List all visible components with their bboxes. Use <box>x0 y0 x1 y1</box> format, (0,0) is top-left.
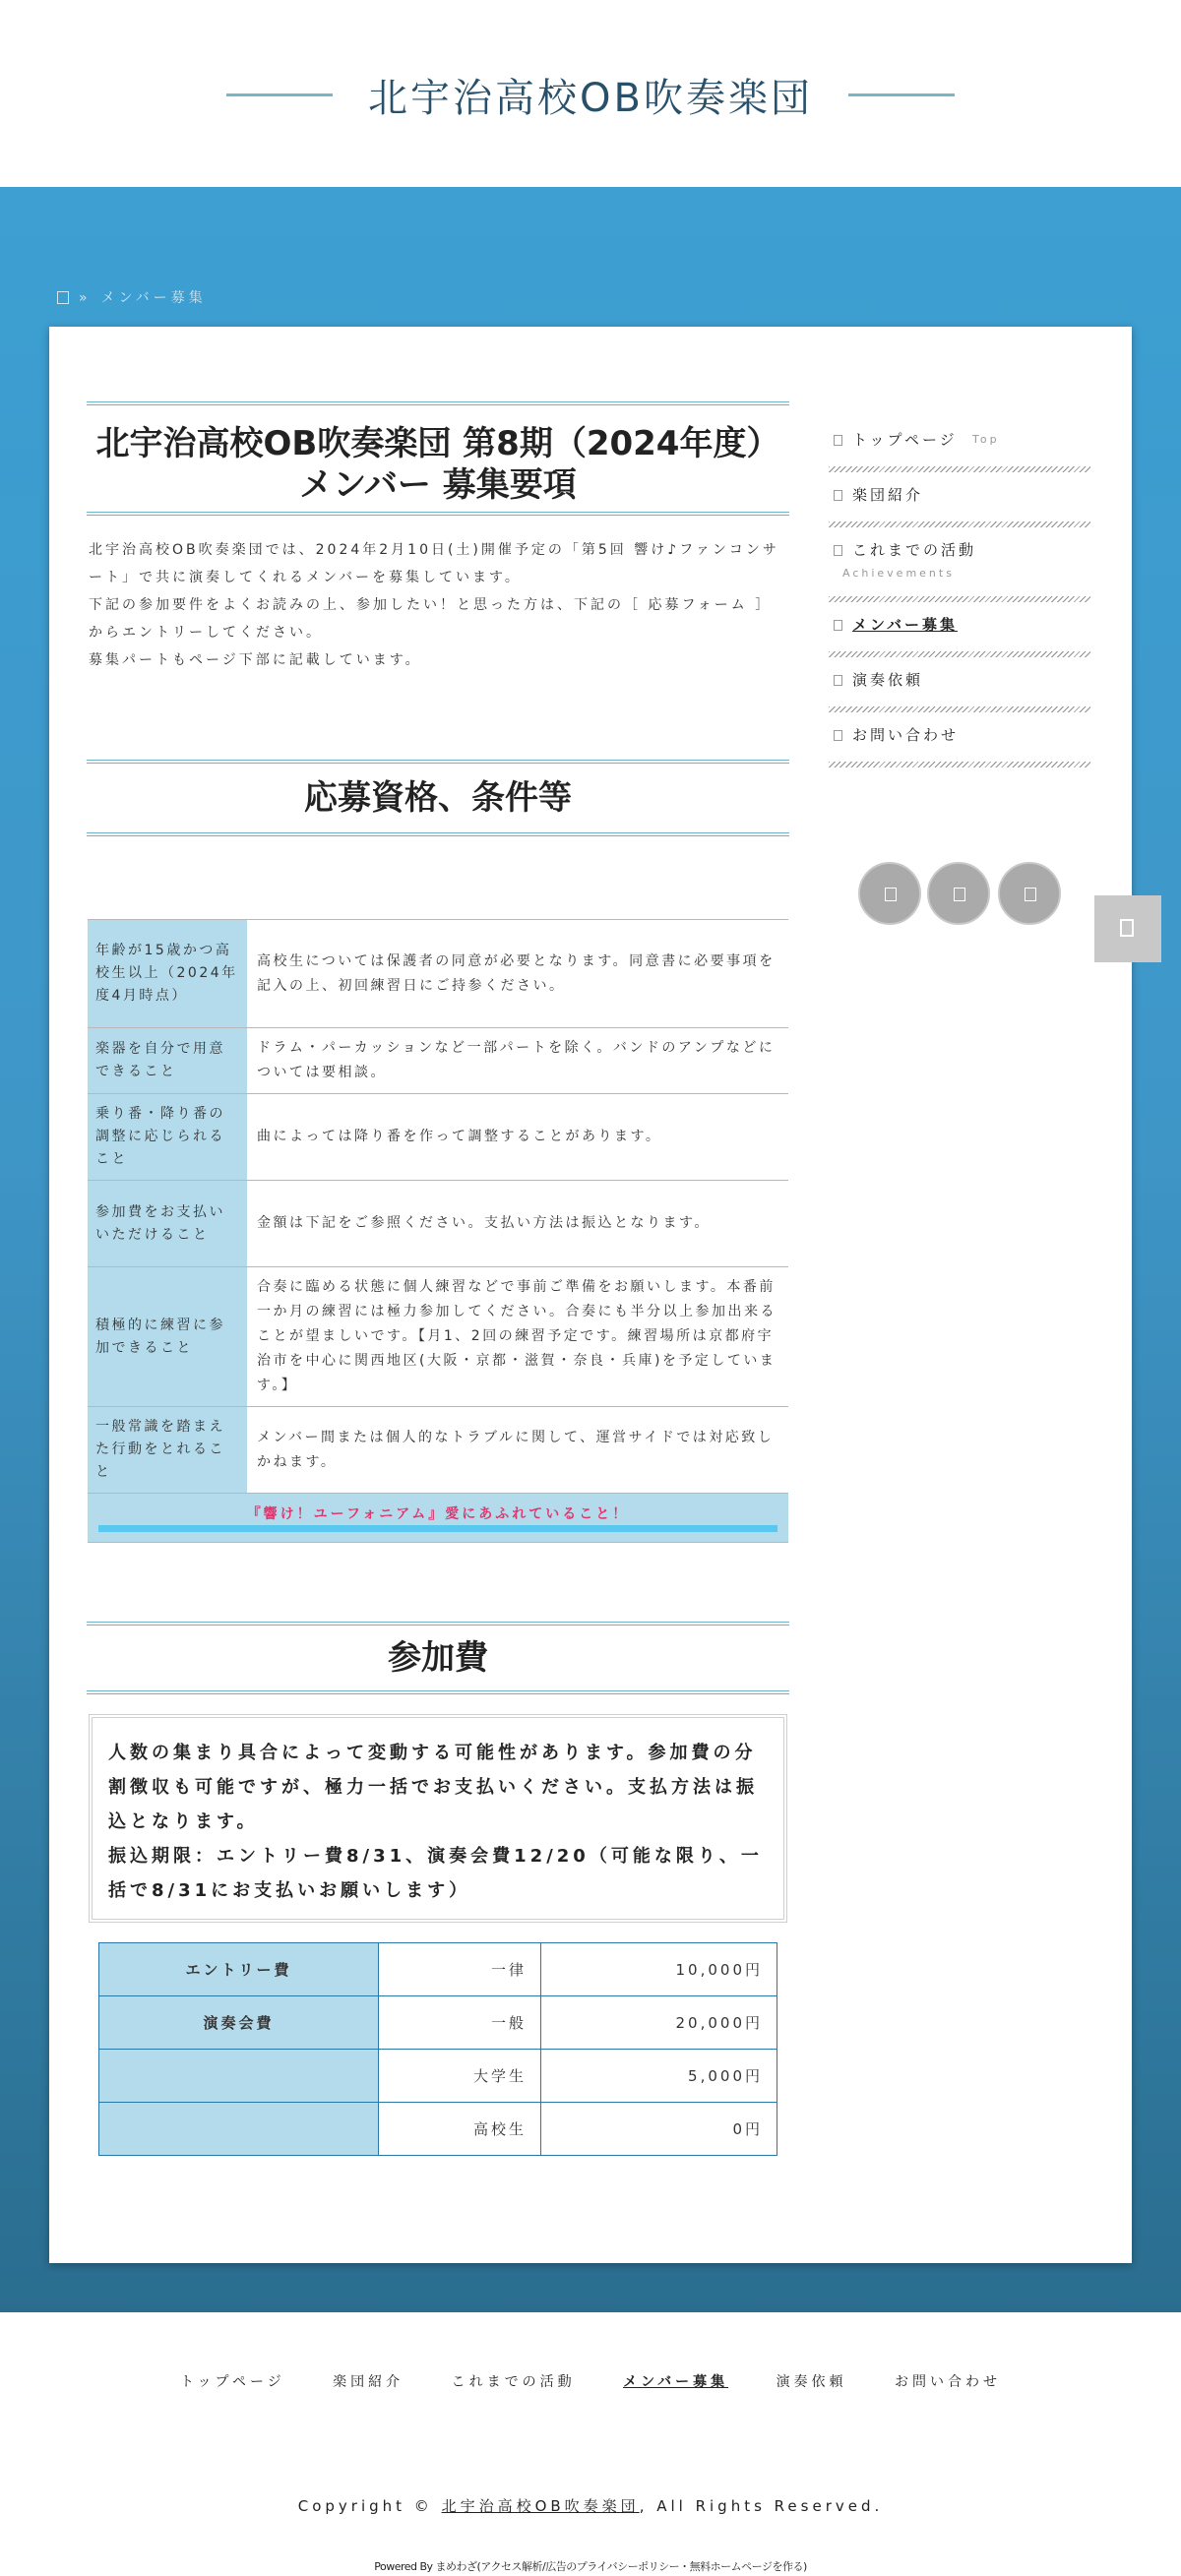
fee-amount: 0円 <box>541 2103 777 2156</box>
fee-table <box>98 1942 777 2156</box>
site-header <box>0 0 1181 187</box>
table-row <box>88 1181 788 1267</box>
footer-link-recruit[interactable]: メンバー募集 <box>623 2374 729 2390</box>
condition-label: 積極的に練習に参加できること <box>88 1267 247 1407</box>
copyright-suffix: , All Rights Reserved. <box>639 2497 884 2515</box>
fee-notice <box>89 1714 787 1923</box>
floating-side-button[interactable] <box>1094 895 1161 962</box>
share-icon <box>885 888 897 901</box>
fee-label: エントリー費 <box>99 1943 379 1996</box>
table-row <box>88 1267 788 1407</box>
sidebar-item-label: お問い合わせ <box>852 726 960 744</box>
share-icon <box>1025 888 1036 901</box>
share-button-2[interactable] <box>927 862 990 925</box>
fee-label <box>99 2050 379 2103</box>
sidebar-item-request[interactable] <box>829 657 1090 712</box>
conditions-table <box>88 919 788 1543</box>
footer-link-contact[interactable]: お問い合わせ <box>895 2374 1002 2390</box>
table-row <box>99 1943 777 1996</box>
intro-text <box>89 536 787 674</box>
table-row <box>99 2050 777 2103</box>
title-divider-right <box>848 93 955 96</box>
footer-link-top[interactable]: トップページ <box>179 2374 285 2390</box>
fee-category: 一律 <box>379 1943 541 1996</box>
fee-amount: 10,000円 <box>541 1943 777 1996</box>
sidebar-item-label: メンバー募集 <box>852 616 958 634</box>
fee-category: 大学生 <box>379 2050 541 2103</box>
condition-value: 合奏に臨める状態に個人練習などで事前ご準備をお願いします。本番前一か月の練習には極力参加してください。合奏にも半分以上参加出来ることが望ましいです。【月1、2回の練習予定です。練習場所は京都府宇治市を中心に関西地区(大阪・京都・滋賀・奈良・兵庫)を予定しています。】 <box>247 1267 788 1407</box>
conditions-footer <box>88 1494 788 1543</box>
condition-value: ドラム・パーカッションなど一部パートを除く。バンドのアンプなどについては要相談。 <box>247 1028 788 1094</box>
page-title: 北宇治高校OB吹奏楽団 第8期（2024年度）メンバー 募集要項 <box>87 401 789 516</box>
page-icon <box>834 545 842 556</box>
sidebar-item-achievements[interactable] <box>829 527 1090 602</box>
site-title-link[interactable]: 北宇治高校OB吹奏楽団 <box>368 76 813 121</box>
page-icon <box>834 490 842 501</box>
intro-paragraph: 北宇治高校OB吹奏楽団では、2024年2月10日(土)開催予定の「第5回 響け♪ファンコンサート」で共に演奏してくれるメンバーを募集しています。 <box>89 542 779 585</box>
footer-nav <box>0 2371 1181 2391</box>
sidebar-item-label: トップページ <box>852 431 958 449</box>
breadcrumb-current: メンバー募集 <box>100 290 207 306</box>
table-row <box>88 1028 788 1094</box>
footer-link-about[interactable]: 楽団紹介 <box>333 2374 404 2390</box>
sidebar-item-sublabel: Top <box>972 433 1000 446</box>
footer-link-achievements[interactable]: これまでの活動 <box>451 2374 576 2390</box>
page-icon <box>834 435 842 446</box>
intro-paragraph: 下記の参加要件をよくお読みの上、参加したい！と思った方は、下記の［ 応募フォーム ］からエントリーしてください。 <box>89 597 773 641</box>
conditions-heading: 応募資格、条件等 <box>87 760 789 836</box>
fee-amount: 20,000円 <box>541 1996 777 2050</box>
sidebar-item-label: 楽団紹介 <box>852 486 924 504</box>
footer-link-request[interactable]: 演奏依頼 <box>776 2374 847 2390</box>
condition-label: 一般常識を踏まえた行動をとれること <box>88 1407 247 1494</box>
fee-category: 高校生 <box>379 2103 541 2156</box>
page-icon <box>834 675 842 686</box>
intro-paragraph: 募集パートもページ下部に記載しています。 <box>89 652 422 668</box>
sidebar-item-top[interactable] <box>829 417 1090 472</box>
share-button-3[interactable] <box>998 862 1061 925</box>
condition-value: 金額は下記をご参照ください。支払い方法は振込となります。 <box>247 1181 788 1267</box>
breadcrumb-separator: » <box>79 290 92 306</box>
page-icon <box>834 620 842 631</box>
sidebar-item-label: これまでの活動 <box>852 541 977 559</box>
copyright-owner-link[interactable]: 北宇治高校OB吹奏楽団 <box>441 2497 640 2515</box>
table-row <box>88 1094 788 1181</box>
sidebar-item-sublabel: Achievements <box>842 567 955 580</box>
breadcrumb <box>57 287 207 307</box>
fee-notice-paragraph: 人数の集まり具合によって変動する可能性があります。参加費の分割徴収も可能ですが、極力一括でお支払いください。支払方法は振込となります。 <box>108 1743 758 1832</box>
sidebar-item-recruit[interactable] <box>829 602 1090 657</box>
condition-value: 曲によっては降り番を作って調整することがあります。 <box>247 1094 788 1181</box>
condition-value: メンバー間または個人的なトラブルに関して、運営サイドでは対応致しかねます。 <box>247 1407 788 1494</box>
condition-label: 参加費をお支払いいただけること <box>88 1181 247 1267</box>
sidebar-item-contact[interactable] <box>829 712 1090 767</box>
phone-icon <box>1120 919 1134 937</box>
fee-amount: 5,000円 <box>541 2050 777 2103</box>
sidebar-nav <box>829 417 1090 767</box>
table-row <box>99 2103 777 2156</box>
copyright-prefix: Copyright © <box>297 2497 433 2515</box>
fee-label: 演奏会費 <box>99 1996 379 2050</box>
fee-heading: 参加費 <box>87 1622 789 1694</box>
sidebar-item-label: 演奏依頼 <box>852 671 924 689</box>
sidebar-item-about[interactable] <box>829 472 1090 527</box>
powered-by[interactable]: Powered By まめわざ(アクセス解析/広告のプライバシーポリシー・無料ホームページを作る) <box>374 2560 807 2573</box>
site-title-wrap <box>226 61 955 120</box>
table-row <box>88 1407 788 1494</box>
copyright <box>0 2495 1181 2516</box>
fee-category: 一般 <box>379 1996 541 2050</box>
condition-label: 楽器を自分で用意できること <box>88 1028 247 1094</box>
fee-notice-paragraph: 振込期限：エントリー費8/31、演奏会費12/20（可能な限り、一括で8/31にお支払いお願いします） <box>108 1846 763 1901</box>
table-row <box>88 920 788 1028</box>
share-button-1[interactable] <box>858 862 921 925</box>
conditions-footer-text: 『響け！ユーフォニアム』愛にあふれていること！ <box>98 1503 777 1532</box>
table-row <box>88 1494 788 1543</box>
table-row <box>99 1996 777 2050</box>
condition-value: 高校生については保護者の同意が必要となります。同意書に必要事項を記入の上、初回練習日にご持参ください。 <box>247 920 788 1028</box>
fee-label <box>99 2103 379 2156</box>
share-icon <box>954 888 965 901</box>
page-icon <box>834 730 842 741</box>
condition-label: 年齢が15歳かつ高校生以上（2024年度4月時点） <box>88 920 247 1028</box>
condition-label: 乗り番・降り番の調整に応じられること <box>88 1094 247 1181</box>
home-icon[interactable] <box>57 291 69 304</box>
